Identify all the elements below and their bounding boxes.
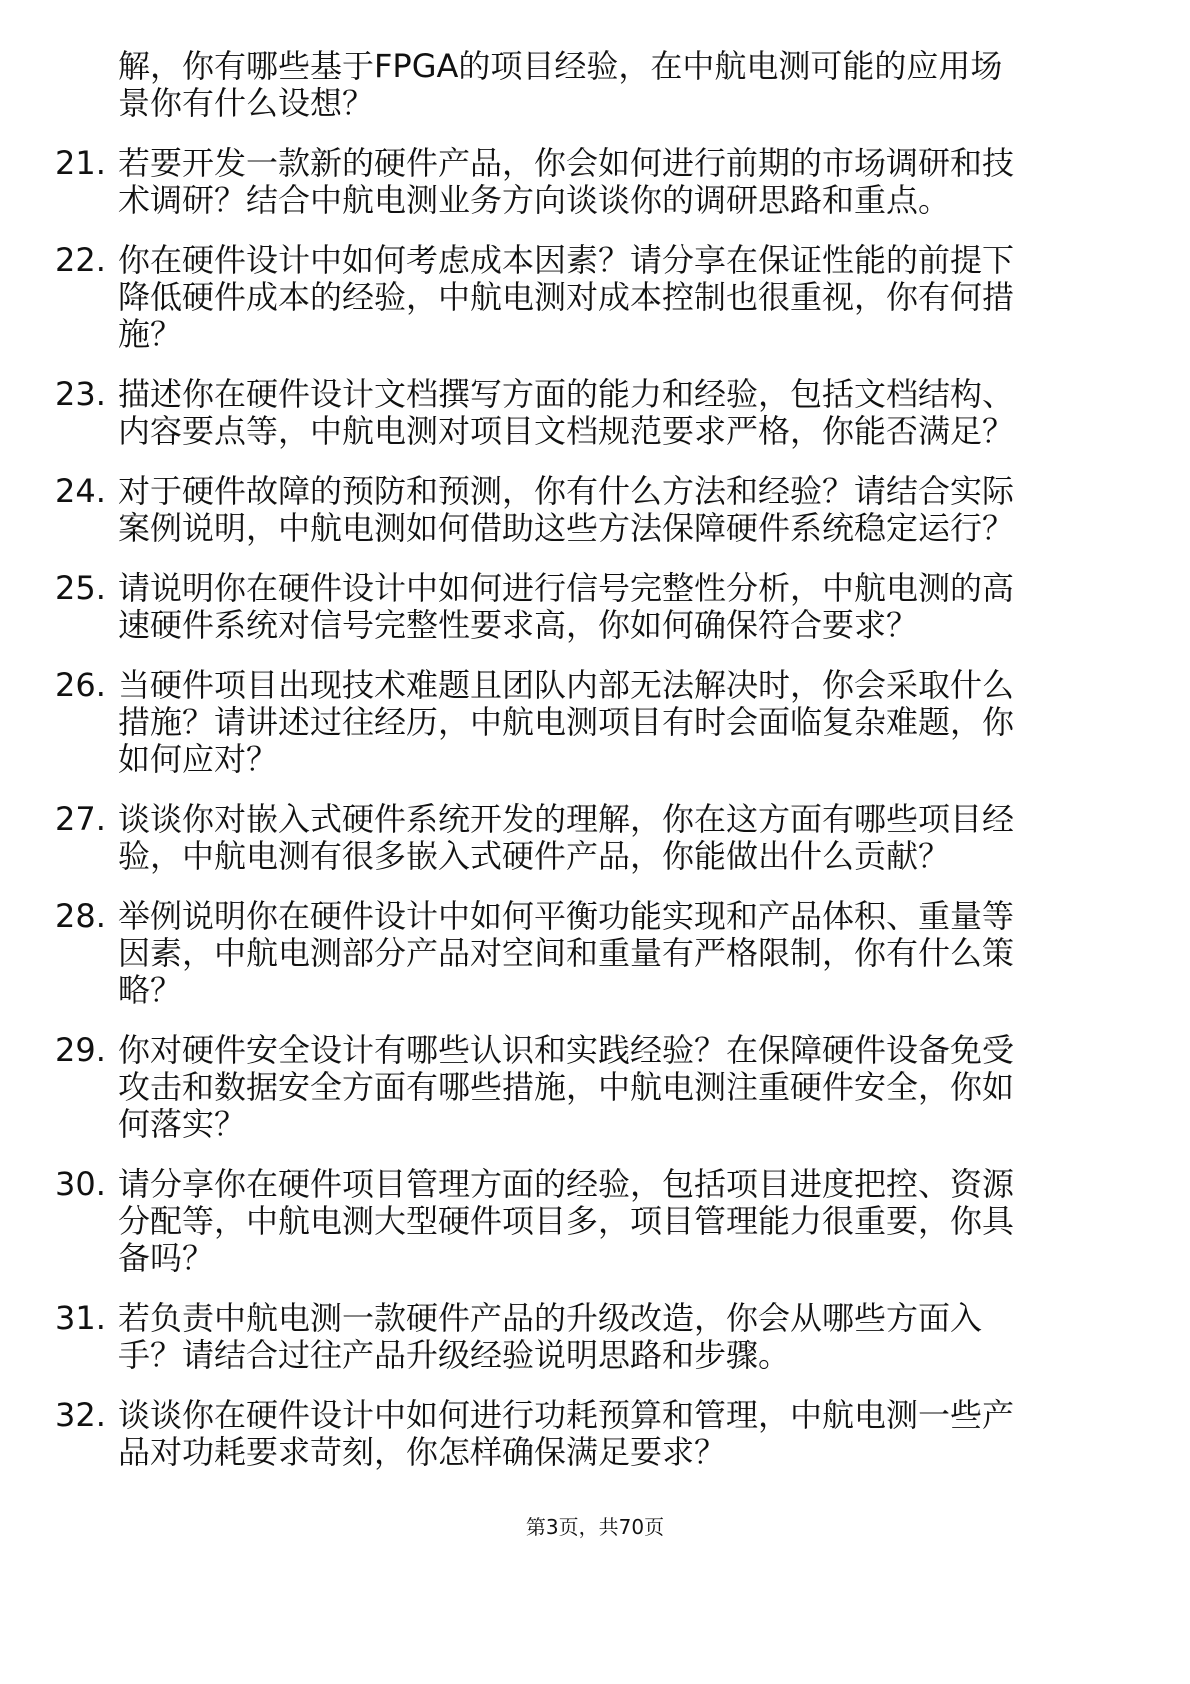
question-line: 措施？请讲述过往经历，中航电测项目有时会面临复杂难题，你 — [118, 703, 1015, 741]
continued-line: 景你有什么设想？ — [118, 84, 375, 122]
question-line: 谈谈你对嵌入式硬件系统开发的理解，你在这方面有哪些项目经 — [118, 800, 1015, 838]
question-item — [55, 145, 1135, 219]
question-number: 25. — [55, 569, 106, 607]
question-line: 何落实？ — [118, 1105, 247, 1143]
question-line: 品对功耗要求苛刻，你怎样确保满足要求？ — [118, 1433, 727, 1471]
question-text — [118, 1032, 1135, 1143]
page-number: 第3页，共70页 — [525, 1515, 665, 1539]
question-number: 22. — [55, 241, 106, 279]
question-line: 速硬件系统对信号完整性要求高，你如何确保符合要求？ — [118, 606, 919, 644]
question-number: 32. — [55, 1396, 106, 1434]
question-number: 21. — [55, 144, 106, 182]
question-text — [118, 376, 1135, 450]
question-number: 30. — [55, 1165, 106, 1203]
question-item — [55, 1166, 1135, 1277]
question-line: 你在硬件设计中如何考虑成本因素？请分享在保证性能的前提下 — [118, 241, 1015, 279]
question-text — [118, 667, 1135, 778]
question-text — [118, 801, 1135, 875]
question-line: 攻击和数据安全方面有哪些措施，中航电测注重硬件安全，你如 — [118, 1068, 1015, 1106]
question-line: 你对硬件安全设计有哪些认识和实践经验？在保障硬件设备免受 — [118, 1031, 1015, 1069]
question-number: 24. — [55, 472, 106, 510]
question-item — [55, 473, 1135, 547]
question-text — [118, 145, 1135, 219]
question-line: 因素，中航电测部分产品对空间和重量有严格限制，你有什么策 — [118, 934, 1015, 972]
question-line: 谈谈你在硬件设计中如何进行功耗预算和管理，中航电测一些产 — [118, 1396, 1015, 1434]
question-number: 23. — [55, 375, 106, 413]
question-number: 28. — [55, 897, 106, 935]
question-line: 分配等，中航电测大型硬件项目多，项目管理能力很重要，你具 — [118, 1202, 1015, 1240]
question-line: 若负责中航电测一款硬件产品的升级改造，你会从哪些方面入 — [118, 1299, 983, 1337]
question-item — [55, 570, 1135, 644]
question-item — [55, 667, 1135, 778]
question-line: 对于硬件故障的预防和预测，你有什么方法和经验？请结合实际 — [118, 472, 1015, 510]
question-line: 请说明你在硬件设计中如何进行信号完整性分析，中航电测的高 — [118, 569, 1015, 607]
question-line: 降低硬件成本的经验，中航电测对成本控制也很重视，你有何措 — [118, 278, 1015, 316]
question-line: 描述你在硬件设计文档撰写方面的能力和经验，包括文档结构、 — [118, 375, 1015, 413]
question-line: 手？请结合过往产品升级经验说明思路和步骤。 — [118, 1336, 791, 1374]
question-line: 如何应对？ — [118, 740, 279, 778]
question-line: 验，中航电测有很多嵌入式硬件产品，你能做出什么贡献？ — [118, 837, 951, 875]
question-number: 31. — [55, 1299, 106, 1337]
question-line: 请分享你在硬件项目管理方面的经验，包括项目进度把控、资源 — [118, 1165, 1015, 1203]
question-line: 略？ — [118, 971, 183, 1009]
question-number: 26. — [55, 666, 106, 704]
question-line: 术调研？结合中航电测业务方向谈谈你的调研思路和重点。 — [118, 181, 951, 219]
page-footer — [0, 1515, 1190, 1539]
question-line: 案例说明，中航电测如何借助这些方法保障硬件系统稳定运行？ — [118, 509, 1015, 547]
question-line: 备吗？ — [118, 1239, 215, 1277]
question-text — [118, 570, 1135, 644]
question-line: 施？ — [118, 315, 183, 353]
question-number: 27. — [55, 800, 106, 838]
question-item — [55, 376, 1135, 450]
question-line: 若要开发一款新的硬件产品，你会如何进行前期的市场调研和技 — [118, 144, 1015, 182]
question-item — [55, 1300, 1135, 1374]
question-text — [118, 242, 1135, 353]
question-list — [55, 48, 1135, 1471]
question-item — [55, 242, 1135, 353]
question-text — [118, 1397, 1135, 1471]
question-text — [118, 1300, 1135, 1374]
question-text — [118, 898, 1135, 1009]
question-number: 29. — [55, 1031, 106, 1069]
question-text — [118, 473, 1135, 547]
question-item — [55, 801, 1135, 875]
question-text — [118, 1166, 1135, 1277]
question-item — [55, 1397, 1135, 1471]
question-item — [55, 898, 1135, 1009]
continued-line: 解，你有哪些基于FPGA的项目经验，在中航电测可能的应用场 — [118, 47, 1003, 85]
question-line: 当硬件项目出现技术难题且团队内部无法解决时，你会采取什么 — [118, 666, 1015, 704]
continued-question-text — [118, 48, 1135, 122]
question-line: 举例说明你在硬件设计中如何平衡功能实现和产品体积、重量等 — [118, 897, 1015, 935]
question-line: 内容要点等，中航电测对项目文档规范要求严格，你能否满足？ — [118, 412, 1015, 450]
question-item — [55, 1032, 1135, 1143]
